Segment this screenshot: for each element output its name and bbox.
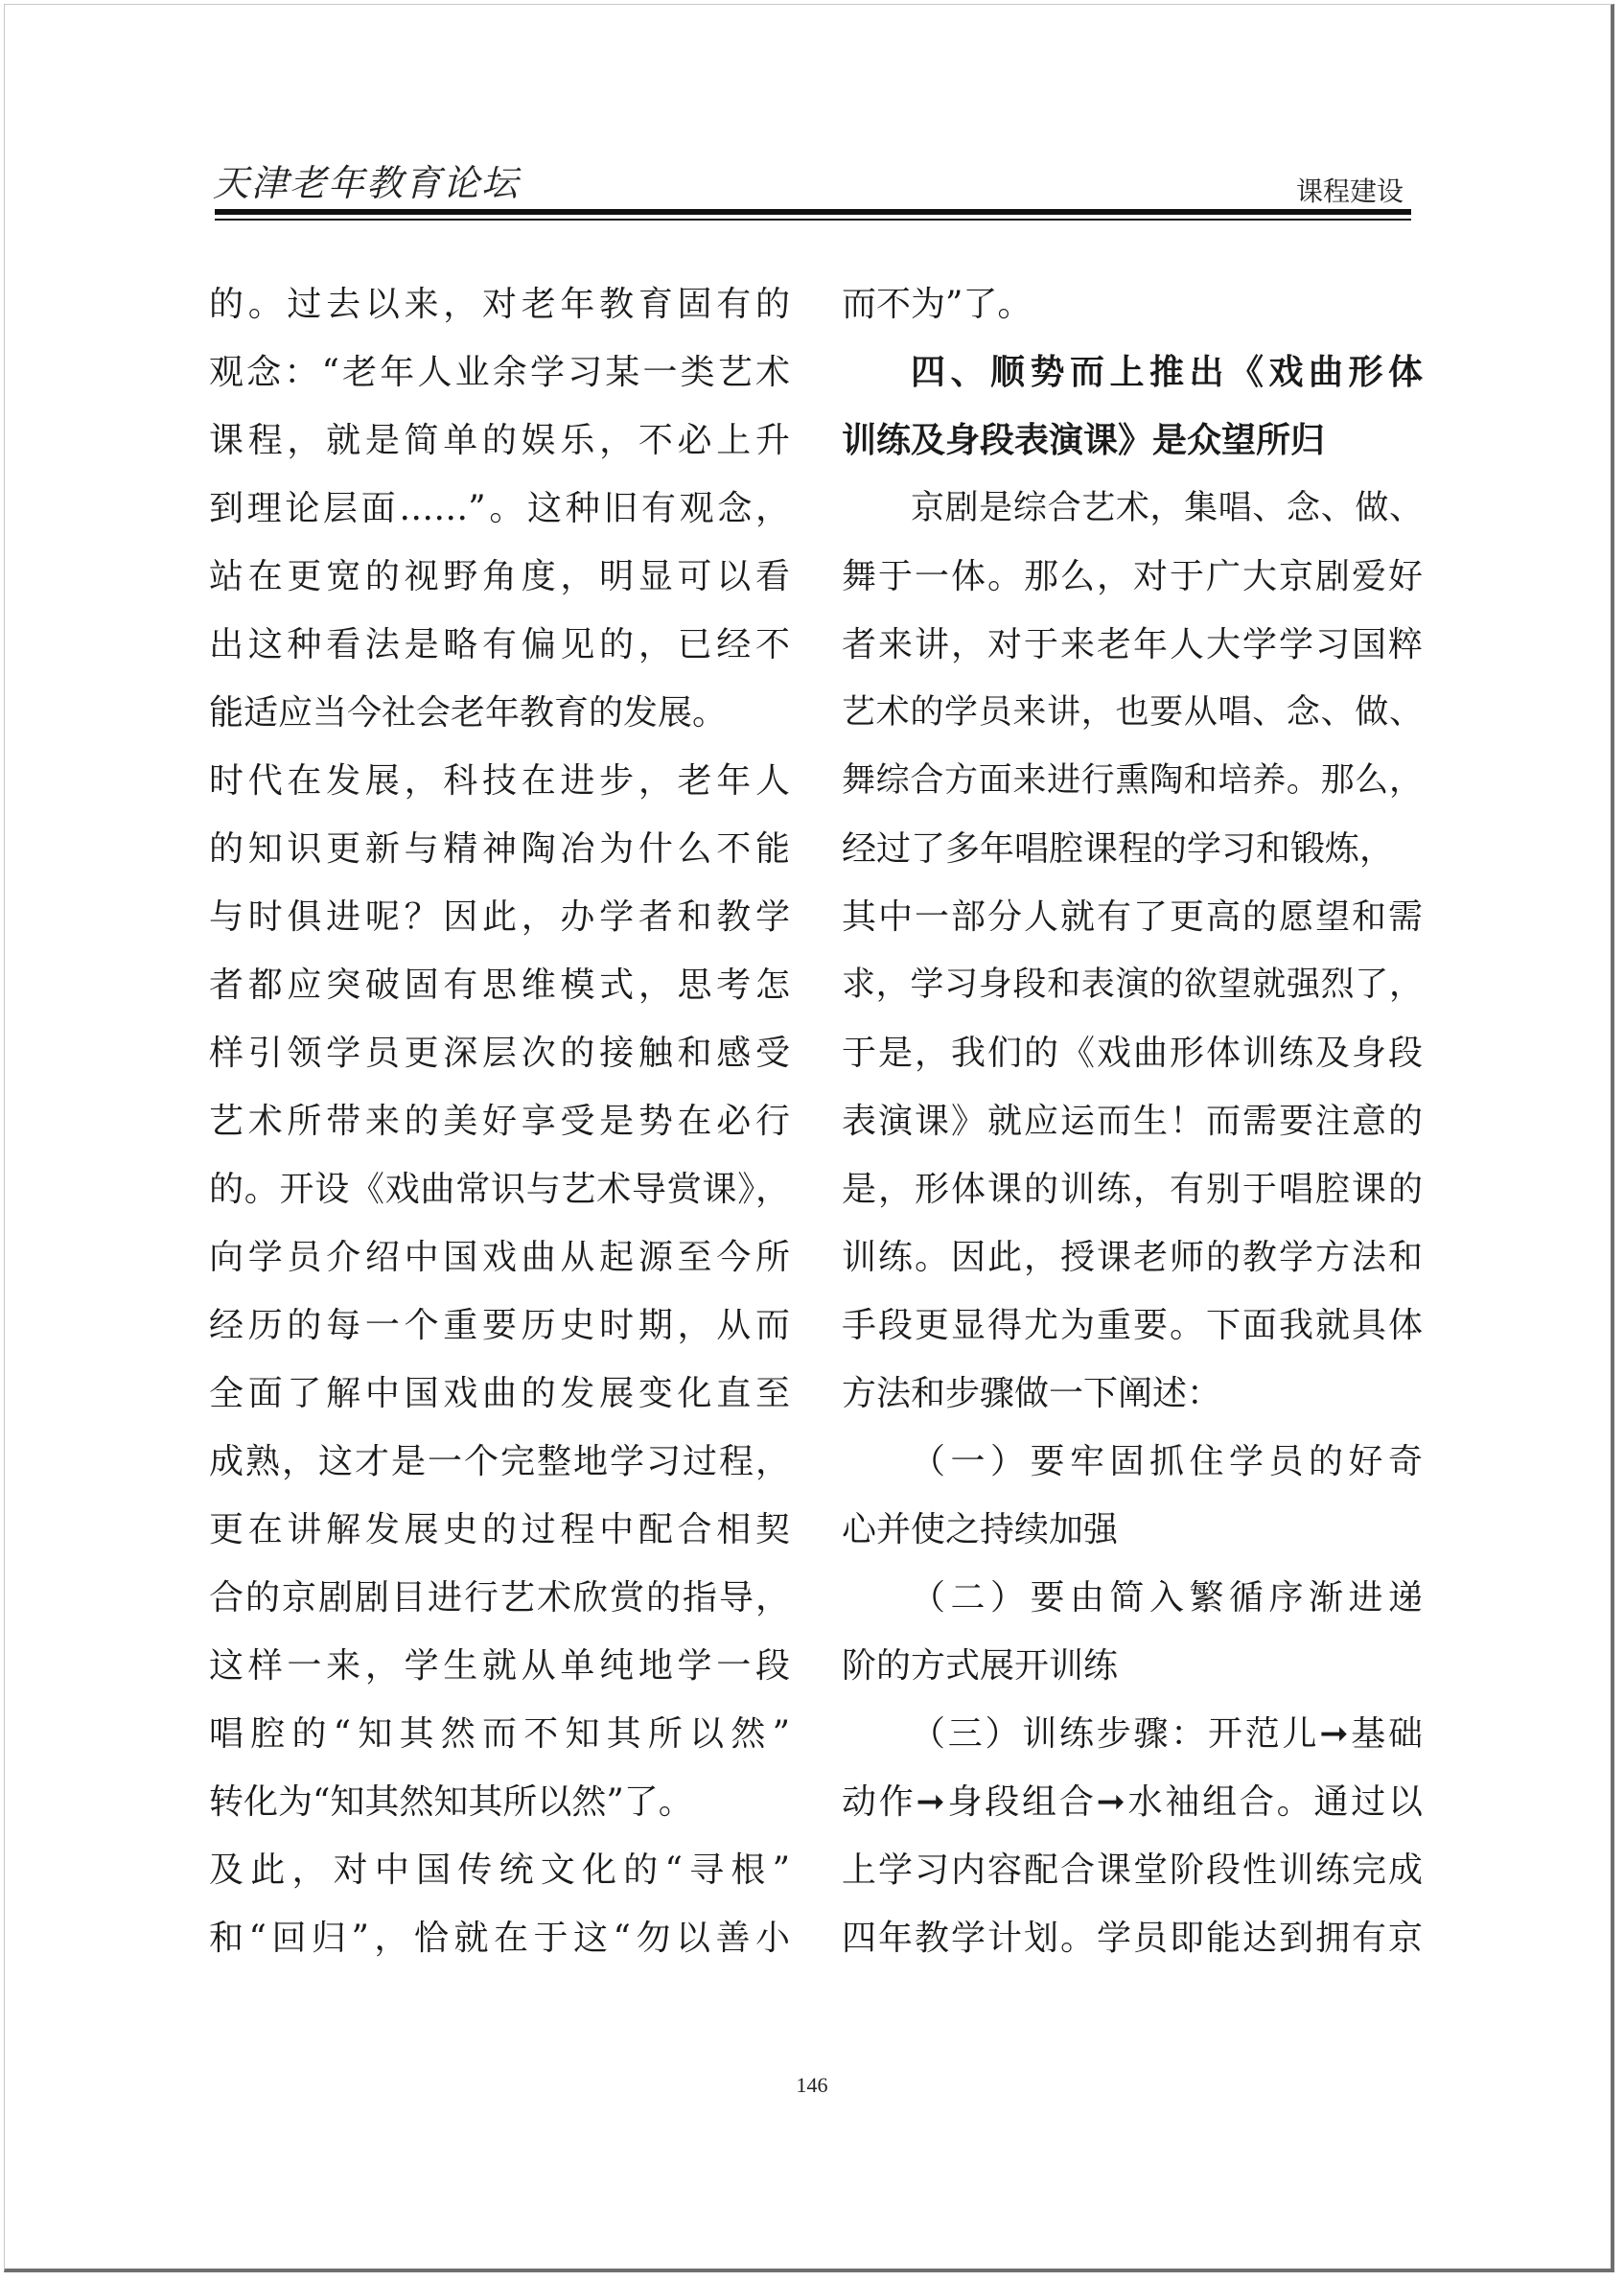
subheading: （三）训练步骤：开范儿➞基础 [911,1714,1423,1754]
text-line: 四年教学计划。学员即能达到拥有京 [842,1919,1423,1958]
text-line: 于是，我们的《戏曲形体训练及身段 [842,1034,1423,1073]
text-line: 动作➞身段组合➞水袖组合。通过以 [842,1782,1423,1822]
text-line: 转化为“知其然知其所以然”了。 [209,1782,693,1822]
section-heading: 训练及身段表演课》是众望所归 [842,421,1326,460]
text-line: 训练。因此，授课老师的教学方法和 [842,1238,1423,1277]
text-line: 京剧是综合艺术，集唱、念、做、 [911,489,1423,527]
text-line: 的知识更新与精神陶冶为什么不能 [209,829,790,869]
subheading: 心并使之持续加强 [842,1510,1119,1549]
text-line: 手段更显得尤为重要。下面我就具体 [842,1306,1423,1345]
text-line: 经过了多年唱腔课程的学习和锻炼， [842,829,1395,869]
text-line: 更在讲解发展史的过程中配合相契 [209,1510,790,1549]
text-line: 全面了解中国戏曲的发展变化直至 [209,1374,790,1413]
page-number: 146 [796,2073,828,2097]
text-line: 与时俱进呢？因此，办学者和教学 [209,897,790,937]
text-line: 成熟，这才是一个完整地学习过程， [209,1442,790,1481]
left-column [209,270,790,1972]
text-line: 站在更宽的视野角度，明显可以看 [209,557,790,596]
text-line: 观念：“老年人业余学习某一类艺术 [209,353,790,392]
text-line: 经历的每一个重要历史时期，从而 [209,1306,790,1345]
header-rule-thin [215,219,1411,221]
subheading: （二）要由简入繁循序渐进递 [911,1578,1423,1618]
text-line: 舞于一体。那么，对于广大京剧爱好 [842,557,1423,596]
section-heading: 四、顺势而上推出《戏曲形体 [911,353,1423,392]
text-line: 求，学习身段和表演的欲望就强烈了， [842,966,1423,1004]
text-line: 表演课》就应运而生！而需要注意的 [842,1102,1423,1141]
text-line: 艺术所带来的美好享受是势在必行 [209,1102,790,1141]
text-line: 的。开设《戏曲常识与艺术导赏课》， [209,1170,790,1209]
text-line: 者来讲，对于来老年人大学学习国粹 [842,625,1423,664]
journal-logo: 天津老年教育论坛 [213,162,521,204]
text-line: 和“回归”，恰就在于这“勿以善小 [209,1919,790,1958]
text-line: 合的京剧剧目进行艺术欣赏的指导， [209,1578,790,1618]
text-line: 者都应突破固有思维模式，思考怎 [209,966,790,1005]
header-rule-thick [215,209,1411,215]
text-line: 出这种看法是略有偏见的，已经不 [209,625,790,664]
right-column [842,270,1423,1972]
text-line: 唱腔的“知其然而不知其所以然” [209,1714,790,1754]
subheading: （一）要牢固抓住学员的好奇 [911,1442,1423,1481]
text-line: 这样一来，学生就从单纯地学一段 [209,1646,790,1686]
text-line: 舞综合方面来进行熏陶和培养。那么， [842,761,1423,800]
text-line: 而不为”了。 [842,285,1032,324]
text-line: 课程，就是简单的娱乐，不必上升 [209,421,790,460]
section-title: 课程建设 [1295,175,1404,207]
text-line: 上学习内容配合课堂阶段性训练完成 [842,1850,1423,1890]
text-line: 向学员介绍中国戏曲从起源至今所 [209,1238,790,1277]
text-line: 是，形体课的训练，有别于唱腔课的 [842,1170,1423,1209]
text-line: 其中一部分人就有了更高的愿望和需 [842,897,1423,937]
text-line: 及此，对中国传统文化的“寻根” [209,1850,790,1890]
text-line: 样引领学员更深层次的接触和感受 [209,1034,790,1073]
text-line: 艺术的学员来讲，也要从唱、念、做、 [842,693,1423,732]
text-line: 的。过去以来，对老年教育固有的 [209,285,790,324]
subheading: 阶的方式展开训练 [842,1646,1119,1686]
text-line: 到理论层面……”。这种旧有观念， [209,489,790,528]
text-line: 能适应当今社会老年教育的发展。 [209,693,728,733]
text-line: 时代在发展，科技在进步，老年人 [209,761,790,801]
text-line: 方法和步骤做一下阐述： [842,1374,1222,1413]
